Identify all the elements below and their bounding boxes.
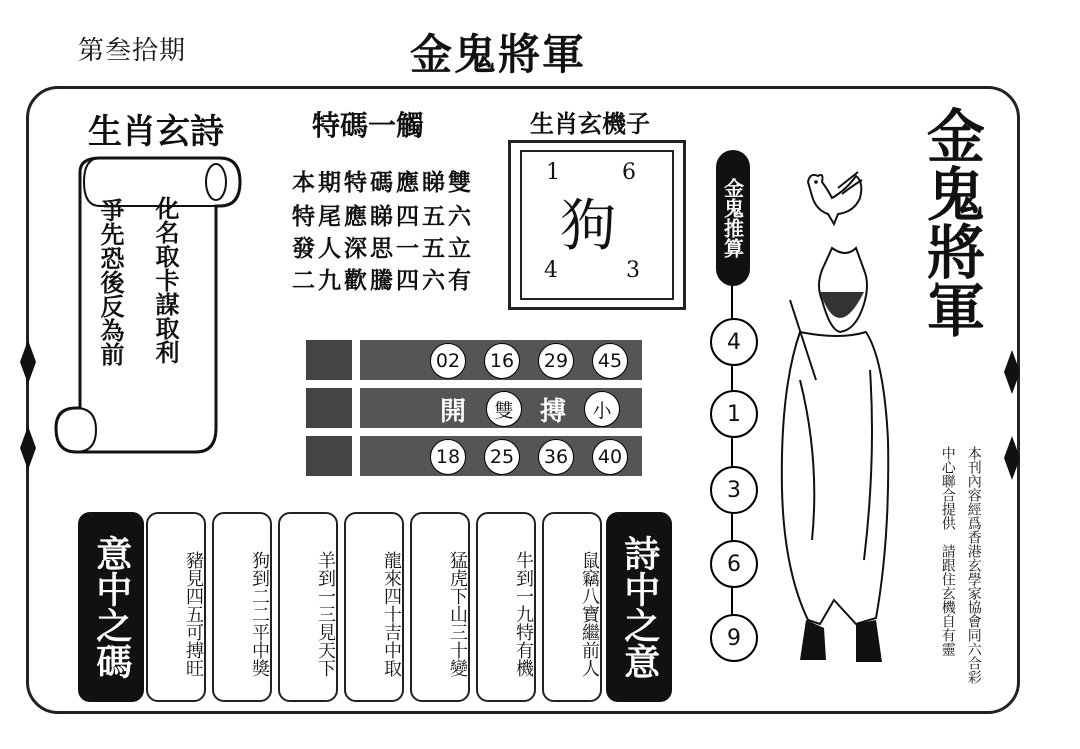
digit-circle: 1 [710, 390, 758, 438]
right-banner: 詩中之意 [606, 512, 672, 702]
grid-char-ball: 小 [584, 391, 620, 427]
number-ball: 45 [592, 343, 628, 379]
poem-line-1: 化名取卡謀取利 [151, 196, 180, 364]
zodiac-heading: 生肖玄機子 [530, 110, 650, 138]
grid-char-ball: 雙 [486, 391, 522, 427]
verse-tab: 猛虎下山三十變 [410, 512, 470, 702]
verse-tab: 龍來四十吉中取 [344, 512, 404, 702]
left-banner: 意中之碼 [78, 512, 144, 702]
verse-tab: 鼠竊八寶繼前人 [542, 512, 602, 702]
digit-circle: 9 [710, 614, 758, 662]
left-edge-marks [20, 340, 36, 470]
tema-line: 特尾應睇四五六 [292, 203, 474, 230]
poem-line-2: 爭先恐後反為前 [96, 198, 125, 366]
number-ball: 16 [484, 343, 520, 379]
zodiac-number: 4 [544, 258, 558, 283]
zodiac-number: 6 [622, 160, 636, 185]
poem-heading: 生肖玄詩 [88, 112, 224, 152]
verse-tab: 羊到一三見天下 [278, 512, 338, 702]
zodiac-number: 1 [546, 160, 560, 185]
grid-char: 搏 [540, 397, 567, 427]
side-note: 本刊內容經爲香港玄學家協會同六合彩 [965, 446, 982, 684]
side-title: 金鬼將軍 [916, 106, 985, 338]
tema-line: 發人深思一五立 [292, 235, 474, 262]
tema-line: 本期特碼應睇雙 [292, 169, 474, 196]
scroll-illustration [40, 152, 250, 482]
number-ball: 36 [538, 439, 574, 475]
number-ball: 18 [430, 439, 466, 475]
grid-row-label [306, 340, 352, 380]
issue-number: 第叁拾期 [78, 36, 187, 66]
digit-circle: 3 [710, 466, 758, 514]
right-edge-marks [1004, 350, 1020, 480]
zodiac-animal: 狗 [560, 194, 616, 259]
grid-row-label [306, 388, 352, 428]
number-ball: 02 [430, 343, 466, 379]
rooster-illustration [798, 168, 868, 230]
tema-line: 二九歡騰四六有 [292, 267, 474, 294]
digit-circle: 4 [710, 318, 758, 366]
digits-label-pill: 金鬼推算 [716, 150, 750, 286]
verse-tab: 牛到一九特有機 [476, 512, 536, 702]
verse-tab: 豬見四五可搏旺 [146, 512, 206, 702]
grid-char: 開 [440, 397, 467, 427]
tema-heading: 特碼一觸 [312, 109, 425, 142]
number-ball: 25 [484, 439, 520, 475]
page-title: 金鬼將軍 [410, 30, 587, 79]
zodiac-number: 3 [626, 258, 640, 283]
grid-row-label [306, 436, 352, 476]
number-ball: 29 [538, 343, 574, 379]
verse-tab: 狗到二二平中獎 [212, 512, 272, 702]
number-ball: 40 [592, 439, 628, 475]
side-note: 中心聯合提供 請跟住玄機自有靈 [939, 446, 956, 656]
digit-circle: 6 [710, 540, 758, 588]
general-figure-illustration [760, 240, 910, 685]
